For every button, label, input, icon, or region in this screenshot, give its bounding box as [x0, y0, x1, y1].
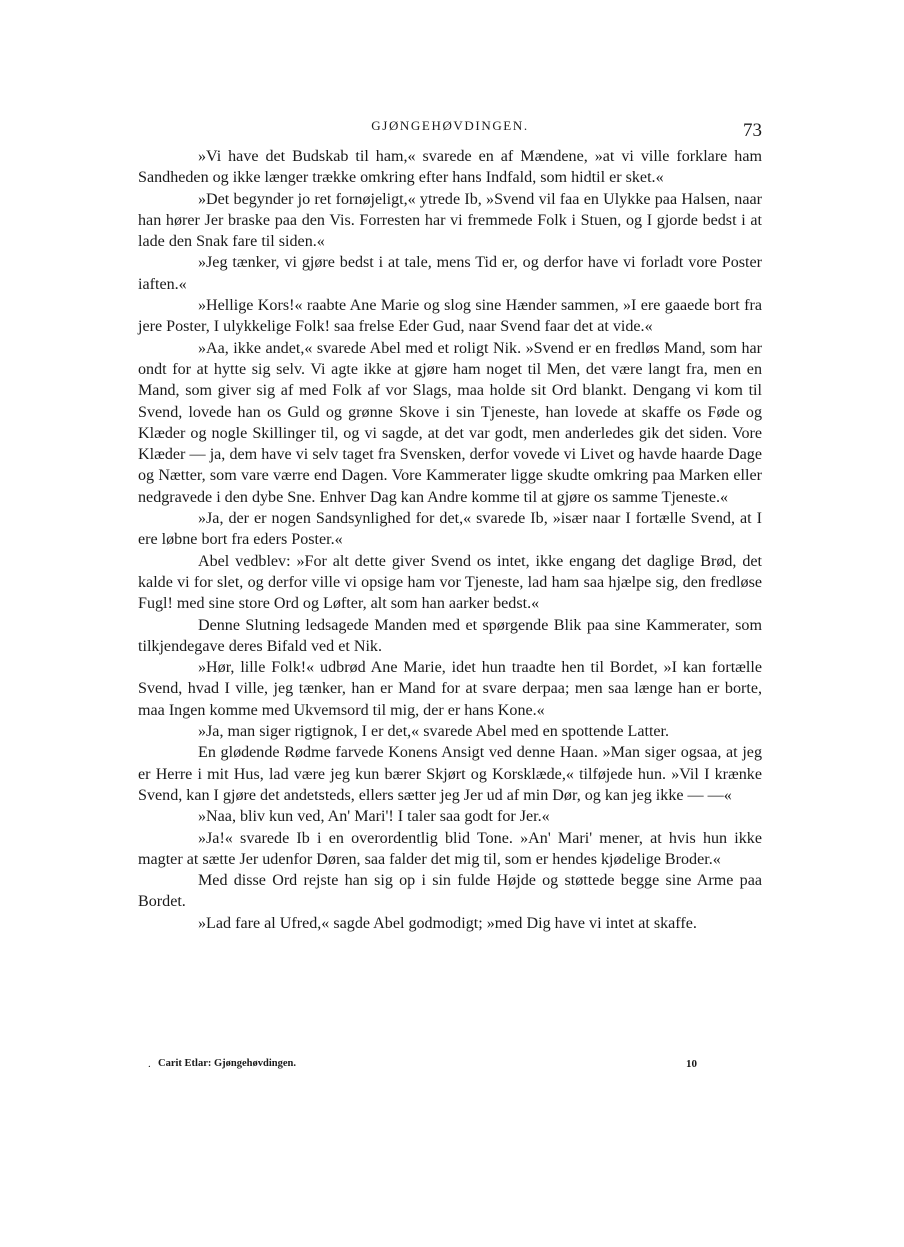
- paragraph: En glødende Rødme farvede Konens Ansigt ved denne Haan. »Man siger ogsaa, at jeg er Herre i mit Hus, lad være jeg kun bærer Skjørt og Korsklæde,« tilføjede hun. »Vil I krænke Svend, kan I gjøre det andetsteds, ellers sætter jeg Jer ud af min Dør, og kan jeg ikke — —«: [138, 744, 762, 804]
- paragraph: Med disse Ord rejste han sig op i sin fulde Højde og støttede begge sine Arme paa Bordet.: [138, 872, 762, 911]
- paragraph: »Naa, bliv kun ved, An' Mari'! I taler saa godt for Jer.«: [198, 808, 550, 826]
- paragraph: Denne Slutning ledsagede Manden med et spørgende Blik paa sine Kammerater, som tilkjendegave deres Bifald ved et Nik.: [138, 616, 762, 655]
- running-head: [138, 118, 762, 142]
- paragraph: »Ja, man siger rigtignok, I er det,« svarede Abel med en spottende Latter.: [198, 723, 670, 741]
- signature-line: Carit Etlar: Gjøngehøvdingen.: [158, 1058, 296, 1069]
- page-number: 73: [743, 120, 762, 141]
- sheet-number: 10: [686, 1058, 697, 1070]
- signature-mark: .: [148, 1058, 151, 1070]
- running-title: GJØNGEHØVDINGEN.: [371, 118, 529, 133]
- paragraph: »Lad fare al Ufred,« sagde Abel godmodigt; »med Dig have vi intet at skaffe.: [198, 914, 697, 932]
- book-page: [138, 0, 762, 1247]
- page-footer: [138, 1058, 762, 1078]
- paragraph: »Jeg tænker, vi gjøre bedst i at tale, mens Tid er, og derfor have vi forladt vore Poster iaften.«: [138, 254, 762, 293]
- paragraph: »Ja!« svarede Ib i en overordentlig blid Tone. »An' Mari' mener, at hvis hun ikke magter at sætte Jer udenfor Døren, saa falder det mig til, som er hendes kjødelige Broder.«: [138, 829, 762, 868]
- paragraph: Abel vedblev: »For alt dette giver Svend os intet, ikke engang det daglige Brød, det kalde vi for slet, og derfor ville vi opsige ham vor Tjeneste, lad ham saa hjælpe sig, den fredløse Fugl! med sine store Ord og Løfter, alt som han aarker bedst.«: [138, 552, 762, 613]
- paragraph: »Hellige Kors!« raabte Ane Marie og slog sine Hænder sammen, »I ere gaaede bort fra jere Poster, I ulykkelige Folk! saa frelse Eder Gud, naar Svend faar det at vide.«: [138, 297, 762, 336]
- body-text: [138, 146, 762, 934]
- paragraph: »Ja, der er nogen Sandsynlighed for det,« svarede Ib, »især naar I fortælle Svend, at I ere løbne bort fra eders Poster.«: [138, 510, 762, 549]
- paragraph: »Hør, lille Folk!« udbrød Ane Marie, idet hun traadte hen til Bordet, »I kan fortælle Svend, hvad I ville, jeg tænker, han er Mand for at svare derpaa; men saa længe han er borte, maa Ingen komme med Ukvemsord til mig, der er hans Kone.«: [138, 659, 762, 719]
- paragraph: »Aa, ikke andet,« svarede Abel med et roligt Nik. »Svend er en fredløs Mand, som har ondt for at hytte sig selv. Vi agte ikke at gjøre ham noget til Men, det være langt fra, men en Mand, som giver sig af med Folk af vor Slags, maa holde sit Ord blankt. Dengang vi kom til Svend, lovede han os Guld og grønne Skove i sin Tjeneste, han lovede at skaffe os Føde og Klæder og nogle Skillinger til, og vi sagde, at det var godt, men anderledes gik det siden. Vore Klæder — ja, dem have vi selv taget fra Svensken, derfor vovede vi Livet og havde haarde Dage og Nætter, som vare værre end Dagen. Vore Kammerater ligge skudte omkring paa Marken eller nedgravede i den dybe Sne. Enhver Dag kan Andre komme til at gjøre os samme Tjeneste.«: [138, 339, 762, 506]
- paragraph: »Det begynder jo ret fornøjeligt,« ytrede Ib, »Svend vil faa en Ulykke paa Halsen, naar han hører Jer braske paa den Vis. Forresten har vi fremmede Folk i Stuen, og I gjorde bedst i at lade den Snak fare til siden.«: [138, 190, 762, 251]
- paragraph: »Vi have det Budskab til ham,« svarede en af Mændene, »at vi ville forklare ham Sandheden og ikke længer trække omkring efter hans Indfald, som hidtil er sket.«: [138, 148, 762, 187]
